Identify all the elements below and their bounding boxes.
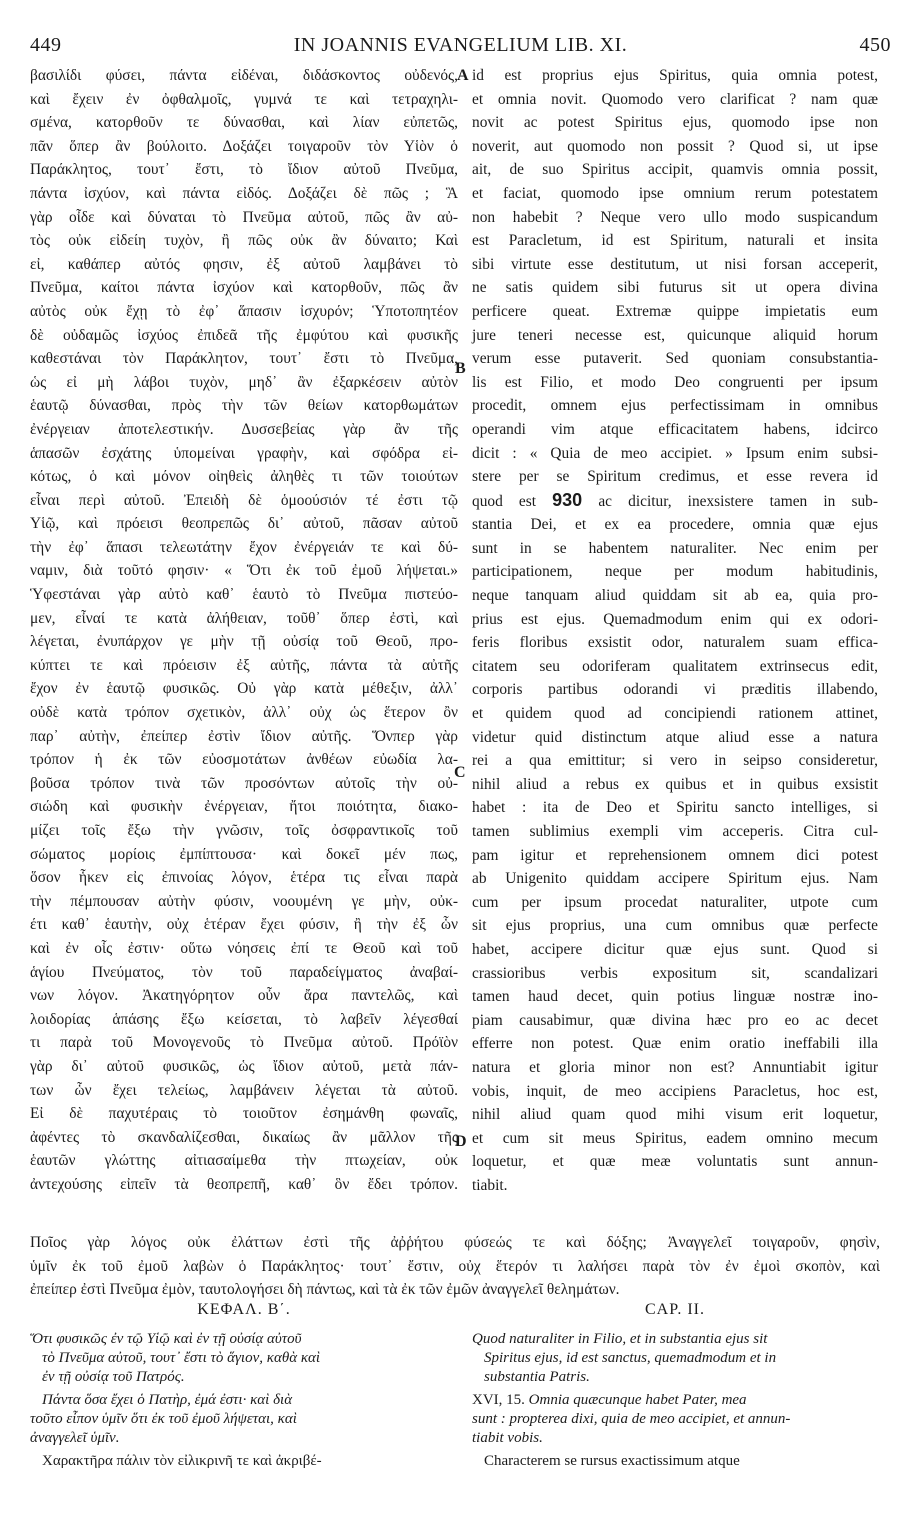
text-line: vobis, inquit, de meo accipiens Paracletus, hoc est, — [472, 1082, 878, 1100]
text-line: noverit, aut quomodo non possit ? Quod si, ut ipse — [472, 137, 878, 155]
text-line: ἀντεχούσης εἰπεῖν τὰ θεοπρεπῆ, καθ᾽ ὃν ἔδει τρόπον. — [30, 1175, 458, 1193]
text-line: ἁγίου Πνεύματος, τὸν τοῦ παραδείγματος ἀναβαί- — [30, 963, 458, 981]
text-line: ὅσον ἧκεν εἰς ἐπινοίας λόγον, ἑτέρα τις εἶναι παρὰ — [30, 869, 458, 887]
text-line: jure teneri necesse est, quicunque aliquid horum — [472, 326, 878, 344]
greek-column — [30, 64, 458, 1197]
text-line: habet : ita de Deo et Spiritu sancto intelliges, si — [472, 799, 878, 817]
text-line: cum per ipsum procedat naturaliter, utpote cum — [472, 893, 878, 911]
greek-verse-quote: Πάντα ὅσα ἔχει ὁ Πατὴρ, ἐμά ἐστι· καὶ διὰ τοῦτο εἶπον ὑμῖν ὅτι ἐκ τοῦ ἐμοῦ λήψεται, καὶ ἀναγγελεῖ ὑμῖν. — [30, 1392, 297, 1446]
text-line: λοιδορίας ἁπάσης ἔξω κείσεται, τὸ λαβεῖν λέγεσθαί — [30, 1010, 458, 1028]
text-line: efferre non potest. Quæ enim oratio ineffabili illa — [472, 1035, 878, 1053]
text-line: feris floribus exsistit odor, naturalem suam effica- — [472, 634, 878, 652]
greek-chapter-summary: Ὅτι φυσικῶς ἐν τῷ Υἱῷ καὶ ἐν τῇ οὐσίᾳ αὐτοῦ τὸ Πνεῦμα αὐτοῦ, τουτ᾽ ἔστι τὸ ἅγιον, καθὰ καὶ ἐν τῇ οὐσίᾳ τοῦ Πατρός. — [30, 1331, 321, 1385]
text-line: et cum sit meus Spiritus, eadem omnino mecum — [472, 1129, 878, 1147]
text-line: Πνεῦμα, καίτοι πάντα ἰσχύον καὶ κατορθοῦν, πῶς ἂν — [30, 279, 458, 297]
text-line: ait, de suo Spiritus accipit, quamvis omnia possit, — [472, 161, 878, 179]
text-line: έτι καθ᾽ ἑαυτὴν, οὐχ ἑτέραν ἔχει φύσιν, ἢ τὴν ἐξ ὧν — [30, 916, 458, 934]
text-line: Υἱῷ, καὶ πρόεισι θεοπρεπῶς δι᾽ αὐτοῦ, πᾶσαν αὐτοῦ — [30, 515, 458, 533]
text-line: corporis partibus odorandi vi præditis illabendo, — [472, 681, 878, 699]
text-line: τι παρὰ τοῦ Μονογενοῦς τὸ Πνεῦμα αὐτοῦ. Πρόϊὸν — [30, 1034, 458, 1052]
text-line: et quidem quod ad concipiendi rationem attinet, — [472, 705, 878, 723]
text-line: ἀφέντες τὸ σκανδαλίζεσθαι, δικαίως ἂν μᾶλλον τῆς — [30, 1128, 458, 1146]
text-line: tiabit. — [472, 1176, 508, 1194]
text-line: ὑμῖν ἐκ τοῦ ἐμοῦ λαβὼν ὁ Παράκλητος· τουτ᾽ ἔστιν, οὐχ ἕτερόν τι λαλήσει παρὰ τὸν ἐν ἐμοὶ σκοπὸν, καὶ — [30, 1257, 880, 1275]
text-line: βοῦσα τρόπον τινὰ τῶν προσόντων αὐτοῖς τὴν οὐ- — [30, 774, 458, 792]
text-line: stantia Dei, et ex ea procedere, omnia quæ ejus — [472, 516, 878, 534]
text-line: non habebit ? Neque vero ullo modo suspicandum — [472, 208, 878, 226]
text-line: citatem seu odoriferam qualitatem extrinsecus edit, — [472, 657, 878, 675]
latin-chapter-start — [472, 1330, 878, 1475]
text-line: videtur quid distinctum atque aliud esse a natura — [472, 728, 878, 746]
text-line: neque tanquam aliud quiddam sit ab ea, quia pro- — [472, 587, 878, 605]
page-number-left: 449 — [30, 34, 62, 56]
text-line: πάντα ἰσχύον, καὶ πάντα εἰδός. Δοξάζει δὲ πῶς ; Ἃ — [30, 184, 458, 202]
margin-marker-b: B — [455, 360, 466, 377]
greek-chapter-start — [30, 1330, 458, 1475]
text-line: Παράκλητος, τουτ᾽ ἔστι, τὸ ἴδιον αὐτοῦ Πνεῦμα, — [30, 161, 458, 179]
text-line: βασιλίδι φύσει, πάντα εἰδέναι, διδάσκοντος οὐδενός, — [30, 67, 458, 84]
text-line: Ποῖος γὰρ λόγος οὐκ ἐλάττων ἐστὶ τῆς ἀῤῥήτου φύσεώς τε καὶ δόξης; Ἀναγγελεῖ τοιγαροῦν, φησὶν, — [30, 1234, 880, 1251]
running-header — [30, 34, 891, 60]
text-line: participationem, neque per modum habitudinis, — [472, 563, 878, 581]
text-line: et faciat, quomodo ipse omnium rerum potestatem — [472, 184, 878, 202]
text-line: παρ᾽ αὐτὴν, ἐπείπερ ἐστὶν ἴδιον αὐτῆς. Ὅνπερ γὰρ — [30, 727, 458, 745]
text-line: ἐπείπερ ἐστὶ Πνεῦμα ἐμὸν, ταυτολογήσει δὴ πάντως, καὶ τὰ ἐκ τῶν ἐμῶν ἀναγγελεῖ θελημάτων. — [30, 1281, 620, 1299]
text-line: sibi virtute esse destitutum, ut nisi forsan acceperit, — [472, 255, 878, 273]
text-line: ἑαυτῷ δύνασθαι, πρὸς τὴν τῶν θείων κατορθωμάτων — [30, 397, 458, 415]
text-line: τὴν ἐφ᾽ ἅπασι τελεωτάτην ἔχον ἐνέργειάν τε καὶ δύ- — [30, 538, 458, 556]
text-line: οὐδὲ κατὰ τρόπον σχετικὸν, ἀλλ᾽ οὐχ ὡς ἕτερον ὂν — [30, 704, 458, 722]
text-line: est Paracletum, id est Spiritum, naturali et insita — [472, 232, 878, 250]
verse-reference: XVI, 15. — [472, 1392, 525, 1408]
text-line: verum esse putaverit. Sed quoniam consubstantia- — [472, 350, 878, 368]
text-line: ναμιν, διὰ τοῦτό φησιν· « Ὅτι ἐκ τοῦ ἐμοῦ λήψεται.» — [30, 562, 458, 580]
text-line: nihil aliud a rebus ex quibus et in quibus exsistit — [472, 775, 878, 793]
text-line: tamen haud decet, quin potius linguæ nostræ ino- — [472, 988, 878, 1006]
text-line: ab Unigenito quiddam accipere Spiritum ejus. Nam — [472, 870, 878, 888]
text-line: μίζει τοῖς ἔξω τὴν γνῶσιν, τοῖς ὀσφραντικοῖς τοῦ — [30, 822, 458, 839]
full-width-greek-text — [30, 1231, 880, 1302]
latin-chapter-summary: Quod naturaliter in Filio, et in substantia ejus sit Spiritus ejus, id est sanctus, quemadmodum et in substantia Patris. — [472, 1331, 777, 1385]
text-line: dicit : « Quia de meo accipiet. » Ipsum enim subsi- — [472, 444, 878, 462]
text-line: id est proprius ejus Spiritus, quia omnia potest, — [472, 67, 878, 84]
text-line: εἶναι περὶ αὐτοῦ. Ἐπειδὴ δὲ ὁμοούσιόν τέ ἐστι τῷ — [30, 491, 458, 509]
text-line: πᾶν ὅπερ ἂν βούλοιτο. Δοξάζει τοιγαροῦν τὸν Υἱὸν ὁ — [30, 137, 458, 155]
text-line: ἐνέργειαν ἀποτελεστικήν. Δυσσεβείας γὰρ ἂν τῆς — [30, 420, 458, 438]
text-line: novit ac potest Spiritus ejus, quomodo ipse non — [472, 114, 878, 132]
text-line: γὰρ δι᾽ αὐτοῦ φυσικῶς, ὡς ἴδιον αὐτοῦ, μετὰ πάν- — [30, 1057, 458, 1075]
text-line: μεν, εἶναί τε κατὰ ἀλήθειαν, τοῦθ᾽ ὅπερ ἐστὶ, καὶ — [30, 609, 458, 627]
text-line: sit ejus proprius, una cum omnibus quæ perfecte — [472, 917, 878, 935]
text-line: operandi vim atque efficacitatem habens, idcirco — [472, 420, 878, 438]
text-line: prius est ejus. Quemadmodum enim qui ex odori- — [472, 610, 878, 628]
latin-chapter-first-line: Characterem se rursus exactissimum atque — [484, 1453, 740, 1469]
text-line: εἰ, καθάπερ αὐτός φησιν, ἐξ αὐτοῦ λαμβάνει τὸ — [30, 255, 458, 273]
column-number-930: 930 — [552, 489, 583, 510]
margin-marker-c: C — [454, 764, 466, 781]
text-line: τρόπον ἡ ἐκ τῶν εὐοσμοτάτων ἀνθέων εὐωδία λα- — [30, 751, 458, 769]
text-line: σμένα, κατορθοῦν τε δύνασθαι, καὶ λίαν εὐπετῶς, — [30, 114, 458, 132]
text-line: καὶ ἐν οἷς ἐστιν· οὕτω νόησεις ἐπί τε Θεοῦ καὶ τοῦ — [30, 939, 458, 957]
text-line: pam igitur et reprehensionem omnem dici potest — [472, 846, 878, 864]
text-line: κότως, ὁ καὶ μόνον οἰηθεὶς ἀληθὲς τι τῶν τοιούτων — [30, 468, 458, 486]
text-line: τὸς οὐκ εἰδείη τυχὸν, ἢ πῶς οὐκ ἂν δύναιτο; Καὶ — [30, 232, 458, 250]
text-line: κύπτει τε καὶ πρόεισιν ἐξ αὐτῆς, πάντα τὰ αὐτῆς — [30, 656, 458, 674]
text-line: tamen sublimius exempli vim acceperis. Citra cul- — [472, 823, 878, 840]
text-line: καθεστάναι τὸν Παράκλητον, τουτ᾽ ἔστι τὸ Πνεῦμα, — [30, 350, 458, 368]
text-line: σώματος μορίοις ἐμπίπτουσα· καὶ δοκεῖ μέν πως, — [30, 845, 458, 863]
text-line: sunt in se habentem naturaliter. Nec enim per — [472, 539, 878, 557]
text-line: piam causabimur, quæ divina hæc pro eo ac decet — [472, 1011, 878, 1029]
chapter-title-greek: ΚΕΦΑΛ. Β΄. — [197, 1301, 291, 1318]
text-line: νων λόγον. Ἀκατηγόρητον οὖν ἄρα παντελῶς, καὶ — [30, 987, 458, 1005]
text-line: habet, accipere dicitur quæ ejus sunt. Quod si — [472, 940, 878, 958]
text-line: loquetur, et quæ meæ voluntatis sunt annun- — [472, 1153, 878, 1171]
text-line: et omnia novit. Quomodo vero clarificat ? nam quæ — [472, 90, 878, 108]
text-line: καὶ ἔχειν ἐν ὀφθαλμοῖς, γυμνά τε καὶ τετραχηλι- — [30, 90, 458, 108]
latin-verse-quote: XVI, 15. Omnia quæcunque habet Pater, mea sunt : propterea dixi, quia de meo accipiet, et annun- tiabit vobis. — [472, 1392, 791, 1446]
text-line: crassioribus verbis expositum sit, scandalizari — [472, 964, 878, 982]
text-line: natura et gloria minor non est? Annuntiabit igitur — [472, 1058, 878, 1076]
text-line: ne satis quidem sibi futurus sit ut opera divina — [472, 279, 878, 297]
text-line: stere per se Spiritum credimus, et esse revera id — [472, 468, 878, 486]
text-line: rei a qua emittitur; si vero in seipso consideretur, — [472, 752, 878, 770]
text-line: ἑαυτῶν γλώττης αἰτιασαίμεθα τὴν πτωχείαν, οὐκ — [30, 1152, 458, 1170]
text-line: lis est Filio, et modo Deo congruenti per ipsum — [472, 373, 878, 391]
text-line-930: quod est 930 ac dicitur, inexsistere tamen in sub- — [472, 489, 878, 510]
text-line: nihil aliud quam quod mihi visum erit loquetur, — [472, 1106, 878, 1124]
text-line: Εἰ δὲ παχυτέραις τὸ τοιοῦτον ἐσημάνθη φωναῖς, — [30, 1105, 458, 1123]
text-line: ἁπασῶν ἐσχάτης ὑπομείναι γραφὴν, καὶ σφόδρα εἰ- — [30, 444, 458, 462]
text-line: σιώδη καὶ φυσικὴν ἐνέργειαν, ἤτοι ποιότητα, διακο- — [30, 798, 458, 816]
text-line: Ὑφεστάναι γὰρ αὐτὸ καθ᾽ ἑαυτὸ τὸ Πνεῦμα πιστεύο- — [30, 586, 458, 604]
text-line: τὴν πέμπουσαν αὐτὴν φύσιν, νοουμένη γε μὴν, οὐκ- — [30, 892, 458, 910]
text-line: αὐτὸς οὐκ ἔχῃ τὸ ἐφ᾽ ἅπασιν ἰσχυρόν; Ὑποτοπητέον — [30, 302, 458, 320]
greek-chapter-first-line: Χαρακτῆρα πάλιν τὸν εἰλικρινῆ τε καὶ ἀκριβέ- — [42, 1453, 322, 1469]
chapter-title-latin: CAP. II. — [644, 1301, 705, 1318]
text-line: ὡς εἰ μὴ λάβοι τυχὸν, μηδ᾽ ἂν ἐξαρκέσειν αὐτὸν — [30, 373, 458, 391]
latin-column — [472, 64, 878, 1198]
page-number-right: 450 — [859, 34, 891, 56]
text-line: γὰρ οἶδε καὶ δύναται τὸ Πνεῦμα αὐτοῦ, πῶς ἂν αὐ- — [30, 208, 458, 226]
margin-marker-a: A — [457, 67, 469, 84]
text-line: των ὧν ἔχει τελείως, λαμβάνειν λέγεται τὰ αὐτοῦ. — [30, 1081, 458, 1099]
text-line: perficere queat. Extremæ quippe impietatis eum — [472, 302, 878, 320]
text-line: procedit, omnem ejus perfectissimam in omnibus — [472, 397, 878, 415]
text-line: δὲ οὐδαμῶς ἰσχύος ἐπιδεᾶ τῆς ἐμφύτου καὶ φυσικῆς — [30, 326, 458, 344]
margin-marker-d: D — [455, 1133, 467, 1150]
text-line: ἔχον ἐν ἑαυτῷ φυσικῶς. Οὐ γὰρ κατὰ μέθεξιν, ἀλλ᾽ — [30, 680, 458, 698]
running-title: IN JOANNIS EVANGELIUM LIB. XI. — [293, 34, 628, 56]
text-line: λέγεται, ἐνυπάρχον γε μὴν τῇ οὐσίᾳ τοῦ Θεοῦ, προ- — [30, 633, 458, 651]
